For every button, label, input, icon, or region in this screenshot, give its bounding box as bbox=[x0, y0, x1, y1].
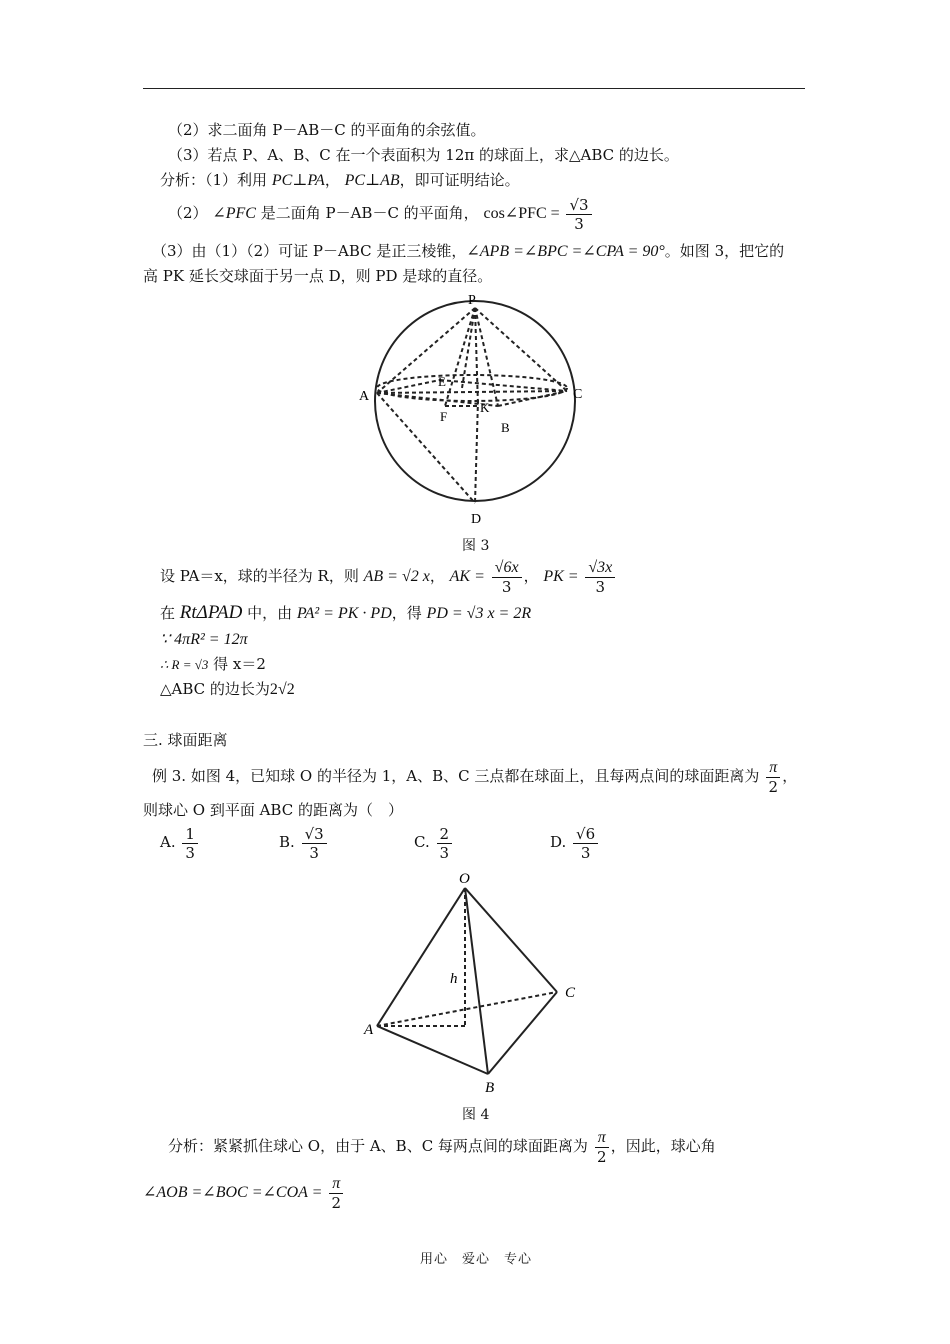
fraction-denominator: 3 bbox=[580, 843, 591, 862]
setup-pk-fraction bbox=[585, 559, 615, 596]
example-3-fraction bbox=[766, 759, 780, 796]
fraction-denominator: 3 bbox=[439, 843, 450, 862]
setup-prefix: 设 PA＝x，球的半径为 R，则 bbox=[160, 567, 359, 585]
rt-mid-2: ，得 bbox=[391, 604, 422, 622]
option-label: C. bbox=[414, 833, 430, 851]
analysis-1-math-1: PC⊥PA bbox=[271, 172, 325, 189]
figure-3-caption: 图 3 bbox=[462, 538, 490, 554]
analysis-3-text-1: （3）由（1）（2）可证 P－ABC 是正三棱锥， bbox=[152, 242, 467, 260]
solid-edges bbox=[377, 888, 557, 1074]
label-C: C bbox=[573, 387, 583, 402]
option-fraction bbox=[182, 825, 198, 862]
example-3-text: 例 3. 如图 4，已知球 O 的半径为 1，A、B、C 三点都在球面上，且每两点间的球面距离为 bbox=[152, 767, 760, 785]
analysis-3-angles: ∠APB =∠BPC =∠CPA = 90° bbox=[466, 243, 665, 260]
analysis-2 bbox=[168, 195, 594, 233]
analysis-1-math-2: PC⊥AB bbox=[344, 172, 400, 189]
fraction-numerator: π bbox=[766, 759, 780, 778]
setup-ak-fraction bbox=[492, 559, 522, 596]
option-label: B. bbox=[279, 833, 295, 851]
analysis-2-fraction bbox=[566, 196, 591, 233]
analysis-3-line-1 bbox=[152, 241, 784, 262]
rt-prefix: 在 bbox=[160, 604, 176, 622]
example-3-line-1 bbox=[152, 756, 797, 796]
label-C: C bbox=[565, 985, 576, 1001]
analysis-2-math: ∠PFC bbox=[212, 205, 256, 222]
fraction-denominator: 2 bbox=[768, 777, 778, 796]
figure-4 bbox=[355, 866, 595, 1098]
fraction-numerator: 2 bbox=[437, 825, 453, 844]
fraction-numerator: 1 bbox=[182, 825, 198, 844]
analysis-text-2: ，因此，球心角 bbox=[610, 1137, 716, 1155]
analysis-3-text-2: 。如图 3，把它的 bbox=[664, 242, 785, 260]
fraction-numerator: √3 bbox=[566, 196, 591, 215]
figure-3 bbox=[350, 288, 600, 528]
label-O: O bbox=[459, 871, 470, 887]
fraction-numerator: π bbox=[329, 1175, 343, 1194]
option-fraction bbox=[302, 825, 327, 862]
fraction-denominator: 3 bbox=[185, 843, 195, 862]
therefore-line bbox=[160, 654, 266, 675]
setup-line: 设 PA＝x，球的半径为 R，则 AB = √2 x， AK = $\frac{√6x}{3}$ ， PK = $\frac{√3x}{3}$ bbox=[160, 556, 617, 597]
analysis-1-prefix: 分析：（1）利用 bbox=[160, 171, 268, 189]
option-c bbox=[414, 822, 454, 862]
label-B: B bbox=[485, 1080, 495, 1096]
fraction-numerator: π bbox=[595, 1129, 609, 1148]
rt-equation-2: PD = √3 x = 2R bbox=[426, 605, 532, 622]
analysis-line-2 bbox=[143, 1172, 345, 1213]
option-b bbox=[279, 822, 329, 862]
page-footer: 用心 爱心 专心 bbox=[420, 1252, 533, 1267]
header-rule bbox=[143, 88, 805, 89]
question-3: （3）若点 P、A、B、C 在一个表面积为 12π 的球面上，求△ABC 的边长。 bbox=[168, 146, 679, 164]
label-A: A bbox=[359, 389, 370, 404]
label-h: h bbox=[450, 971, 458, 987]
fraction-denominator: 2 bbox=[331, 1193, 341, 1212]
rt-triangle: RtΔPAD bbox=[179, 602, 243, 623]
label-K: K bbox=[480, 400, 490, 415]
label-F: F bbox=[440, 409, 448, 424]
analysis-text-1: 分析：紧紧抓住球心 O，由于 A、B、C 每两点间的球面距离为 bbox=[168, 1137, 588, 1155]
fraction-denominator: 3 bbox=[501, 577, 512, 596]
setup-ab: AB = √2 x bbox=[363, 568, 430, 585]
section-3-heading: 三. 球面距离 bbox=[143, 731, 228, 749]
setup-ak: AK = bbox=[449, 568, 485, 585]
fraction-denominator: 3 bbox=[574, 214, 584, 233]
figure-4-caption: 图 4 bbox=[462, 1107, 490, 1123]
analysis-2-prefix: （2） bbox=[168, 204, 208, 222]
fraction-numerator: √6 bbox=[573, 825, 598, 844]
fraction-denominator: 3 bbox=[309, 843, 319, 862]
option-d bbox=[550, 822, 600, 862]
label-E: E bbox=[438, 374, 446, 389]
option-a bbox=[160, 822, 200, 862]
option-fraction bbox=[573, 825, 598, 862]
analysis-eq-fraction bbox=[329, 1175, 343, 1212]
fraction-numerator: √3x bbox=[585, 559, 615, 578]
label-P: P bbox=[468, 293, 476, 308]
therefore-text: 得 x＝2 bbox=[208, 655, 266, 673]
because-line bbox=[160, 629, 248, 650]
therefore-math: ∴ R = √3 bbox=[160, 657, 209, 672]
fraction-numerator: √3 bbox=[302, 825, 327, 844]
abc-side-text: △ABC 的边长为 bbox=[160, 680, 270, 698]
setup-pk: PK = bbox=[543, 568, 579, 585]
analysis-2-cos: cos∠PFC = bbox=[483, 205, 560, 222]
analysis-fraction bbox=[595, 1129, 609, 1166]
abc-side-value: 2√2 bbox=[269, 681, 295, 698]
rt-mid: 中，由 bbox=[242, 604, 293, 622]
rt-line bbox=[160, 603, 531, 624]
analysis-3-line-2: 高 PK 延长交球面于另一点 D，则 PD 是球的直径。 bbox=[143, 267, 493, 285]
option-label: D. bbox=[550, 833, 567, 851]
analysis-2-mid: 是二面角 P－AB－C 的平面角， bbox=[255, 204, 479, 222]
label-D: D bbox=[471, 512, 482, 527]
label-A: A bbox=[364, 1022, 374, 1038]
fraction-denominator: 2 bbox=[596, 1147, 607, 1166]
example-3-tail: ， bbox=[782, 767, 798, 785]
fraction-denominator: 3 bbox=[595, 577, 606, 596]
option-fraction bbox=[437, 825, 453, 862]
because-equation: ∵ 4πR² = 12π bbox=[160, 631, 248, 648]
label-B: B bbox=[501, 420, 510, 435]
analysis-1-suffix: ，即可证明结论。 bbox=[399, 171, 520, 189]
option-label: A. bbox=[160, 833, 176, 851]
example-3-line-2: 则球心 O 到平面 ABC 的距离为（ ） bbox=[143, 801, 403, 819]
analysis-equation: ∠AOB =∠BOC =∠COA = bbox=[143, 1184, 323, 1201]
analysis-line-1 bbox=[168, 1126, 716, 1166]
abc-side-line bbox=[160, 679, 295, 700]
fraction-numerator: √6x bbox=[492, 559, 522, 578]
rt-equation-1: PA² = PK · PD bbox=[296, 605, 392, 622]
analysis-1: 分析：（1）利用 PC⊥PA， PC⊥AB，即可证明结论。 bbox=[160, 171, 520, 189]
question-2: （2）求二面角 P－AB－C 的平面角的余弦值。 bbox=[168, 121, 486, 139]
